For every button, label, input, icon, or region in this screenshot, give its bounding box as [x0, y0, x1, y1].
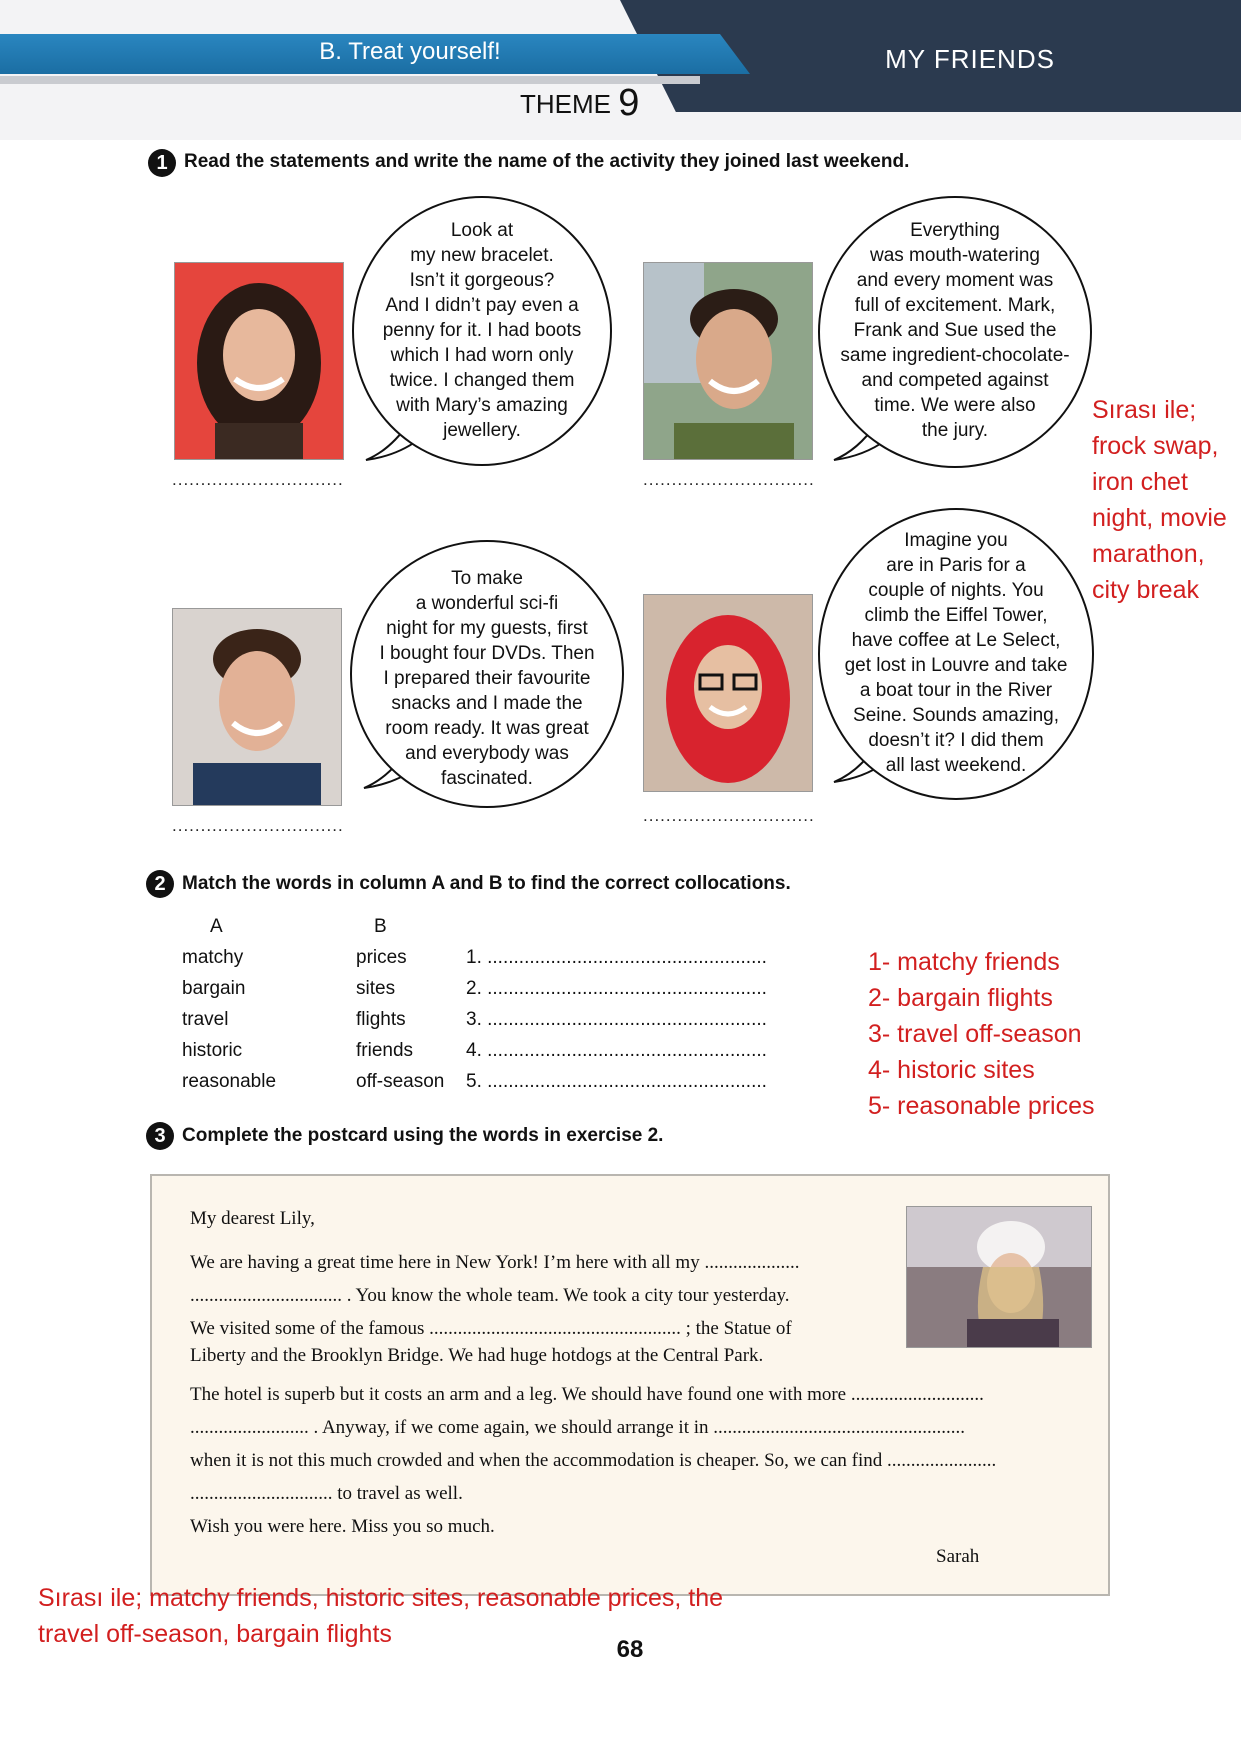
theme-number: 9 — [618, 82, 640, 124]
handwritten-answers-ex3: Sırası ile; matchy friends, historic sites, reasonable prices, the travel off-season, bargain flights — [38, 1584, 724, 1648]
exercise-1-instruction: Read the statements and write the name of the activity they joined last weekend. — [184, 151, 910, 172]
table-row: reasonable off-season 5. ..................................................... — [182, 1071, 767, 1092]
answer-line[interactable]: 3. ..................................................... — [466, 1009, 767, 1030]
exercise-3-instruction: Complete the postcard using the words in exercise 2. — [182, 1125, 664, 1146]
handwritten-answers-ex2: 1- matchy friends 2- bargain flights 3- travel off-season 4- historic sites 5- reasonable prices — [868, 948, 1095, 1120]
portrait-young-man-icon — [173, 609, 341, 805]
postcard-portrait-icon — [907, 1207, 1091, 1347]
speech-bubble-4-text: Imagine you are in Paris for a couple of nights. You climb the Eiffel Tower, have coffee at Le Select, get lost in Louvre and take a boat tour in the River Seine. Sounds amazing, doesn’t it? I did them all last weekend. — [844, 530, 1068, 776]
table-row: bargain sites 2. ..................................................... — [182, 978, 767, 999]
section-title: B. Treat yourself! — [319, 38, 501, 65]
photo-young-man — [172, 608, 342, 806]
page-number: 68 — [616, 1636, 644, 1663]
photo-woman-curly-hair — [174, 262, 344, 460]
exercise-3-number: 3 — [146, 1122, 174, 1150]
portrait-man-icon — [644, 263, 812, 459]
collocation-table — [182, 942, 767, 1097]
postcard-greeting: My dearest Lily, — [190, 1208, 315, 1229]
postcard-body-1: We are having a great time here in New York! I’m here with all my .................... ................................ . You know the whole team. We took a city tour yesterday. We visited some of the famous ..................................................... ; the Statue of Liberty and the Brooklyn Bridge. We had huge hotdogs at the Central Park. — [190, 1252, 800, 1366]
photo-woman-red-hijab — [643, 594, 813, 792]
answer-blank-2[interactable]: .............................. — [643, 470, 815, 489]
answer-line[interactable]: 1. ..................................................... — [466, 947, 767, 968]
answer-line[interactable]: 5. ..................................................... — [466, 1071, 767, 1092]
postcard-body-2: The hotel is superb but it costs an arm and a leg. We should have found one with more ............................ ......................... . Anyway, if we come again, we should arrange it in ..................................................... when it is not this much crowded and when the accommodation is cheaper. So, we can find ....................... .............................. to travel as well. Wish you were here. Miss you so much. — [190, 1384, 997, 1537]
postcard-signature: Sarah — [936, 1546, 980, 1567]
speech-bubble-2-text: Everything was mouth-watering and every moment was full of excitement. Mark, Frank and Sue used the same ingredient-chocolate- and competed against time. We were also the jury. — [840, 220, 1070, 441]
photo-man-outdoors — [643, 262, 813, 460]
unit-title: MY FRIENDS — [885, 44, 1055, 74]
answer-blank-3[interactable]: .............................. — [172, 816, 344, 835]
speech-bubble-3-text: To make a wonderful sci-fi night for my guests, first I bought four DVDs. Then I prepared their favourite snacks and I made the room ready. It was great and everybody was fascinated. — [379, 568, 595, 789]
column-b-header: B — [374, 916, 387, 937]
exercise-2-instruction: Match the words in column A and B to find the correct collocations. — [182, 873, 791, 894]
column-a-header: A — [210, 916, 223, 937]
table-row: historic friends 4. ..................................................... — [182, 1040, 767, 1061]
table-row: travel flights 3. ..................................................... — [182, 1009, 767, 1030]
portrait-woman-icon — [175, 263, 343, 459]
exercise-1-number: 1 — [148, 149, 176, 177]
portrait-hijab-icon — [644, 595, 812, 791]
table-row: matchy prices 1. ..................................................... — [182, 947, 767, 968]
postcard-photo-girl — [906, 1206, 1092, 1348]
answer-line[interactable]: 4. ..................................................... — [466, 1040, 767, 1061]
answer-line[interactable]: 2. ..................................................... — [466, 978, 767, 999]
exercise-2-number: 2 — [146, 870, 174, 898]
handwritten-answers-ex1: Sırası ile; frock swap, iron chet night, movie marathon, city break — [1092, 396, 1227, 604]
answer-blank-4[interactable]: .............................. — [643, 806, 815, 825]
theme-label: THEME 9 — [520, 82, 640, 124]
speech-bubble-1-text: Look at my new bracelet. Isn’t it gorgeous? And I didn’t pay even a penny for it. I had boots which I had worn only twice. I changed them with Mary’s amazing jewellery. — [382, 220, 582, 441]
answer-blank-1[interactable]: .............................. — [172, 470, 344, 489]
